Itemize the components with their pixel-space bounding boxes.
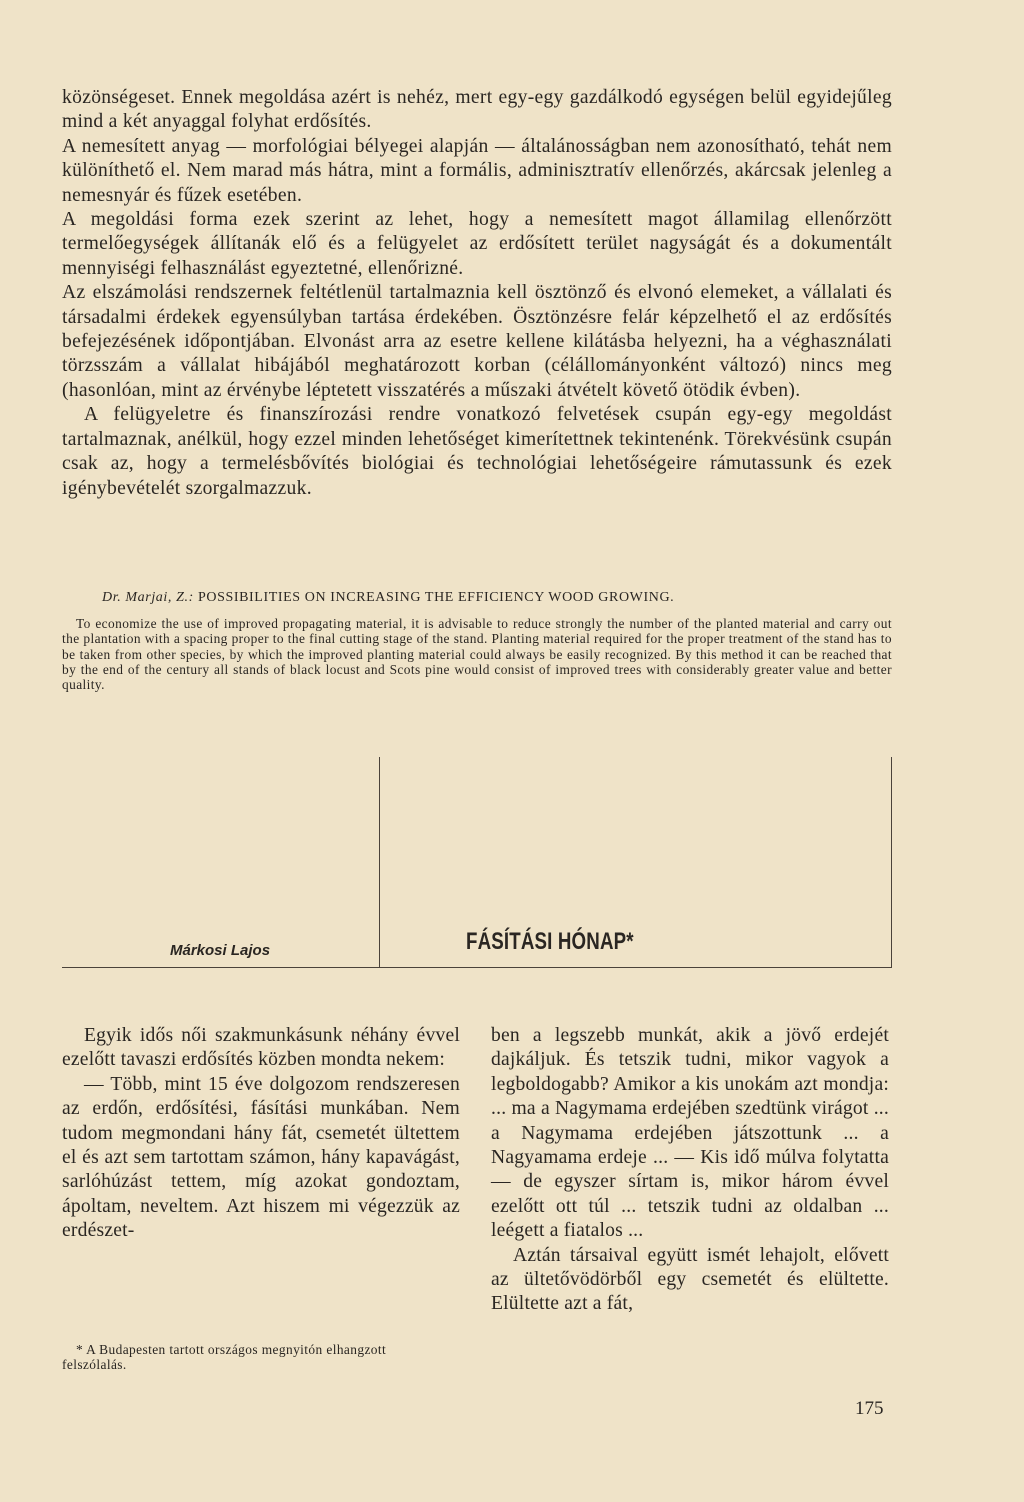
paragraph: Aztán társaival együtt ismét lehajolt, elővett az ültetővödörből egy csemetét és elültette. Elültette azt a fát, bbox=[491, 1244, 889, 1315]
article-title: FÁSÍTÁSI HÓNAP* bbox=[466, 928, 634, 955]
right-column bbox=[491, 1024, 889, 1317]
paragraph: A nemesített anyag — morfológiai bélyegei alapján — általánosságban nem azonosítható, tehát nem különíthető el. Nem marad más hátra, mint a formális, adminisztratív ellenőrzés, akárcsak jelenleg a nemesnyár és fűzek esetében. bbox=[62, 135, 892, 206]
summary-author: Dr. Marjai, Z.: bbox=[102, 590, 194, 605]
paragraph: ben a legszebb munkát, akik a jövő erdejét dajkáljuk. És tetszik tudni, mikor vagyok a legboldogabb? Amikor a kis unokám azt mondja: ... ma a Nagymama erdejében szedtünk virágot ... a Nagymama erdejében játszottunk ... a Nagyamama erdeje ... — Kis idő múlva folytatta — de egyszer sírtam is, mikor három évvel ezelőtt ott túl ... tetszik tudni az oldalban ... leégett a fiatalos ... bbox=[491, 1025, 889, 1242]
article-author: Márkosi Lajos bbox=[170, 942, 271, 959]
left-column bbox=[62, 1024, 460, 1244]
divider bbox=[62, 967, 892, 968]
paragraph: Az elszámolási rendszernek feltétlenül tartalmaznia kell ösztönző és elvonó elemeket, a vállalati és társadalmi érdekek egyensúlyban tartása érdekében. Ösztönzésre felár képzelhető el az erdősítés befejezésének időpontjában. Elvonást arra az esetre kellene kilátásba helyezni, ha a véghasználati törzsszám a vállalat hibájából meghatározott korban (célállományonként változó) nincs meg (hasonlóan, mint az érvénybe léptetett visszatérés a műszaki átvételt követő ötödik évben). bbox=[62, 282, 892, 401]
paragraph: — Több, mint 15 éve dolgozom rendszeresen az erdőn, erdősítési, fásítási munkában. Nem tudom megmondani hány fát, csemetét ültettem el és azt sem tartottam számon, hány kapavágást, sarlóhúzást tettem, míg azokat gondoztam, ápoltam, neveltem. Azt hiszem mi végezzük az erdészet- bbox=[62, 1073, 460, 1242]
summary-body: To economize the use of improved propagating material, it is advisable to reduce strongly the number of the planted material and carry out the plantation with a spacing proper to the final cutting stage of the stand. Planting material required for the proper treatment of the stand has to be taken from other species, by which the improved planting material could always be easily recognized. By this method it can be reached that by the end of the century all stands of black locust and Scots pine would consist of improved trees with considerably greater value and better quality. bbox=[62, 616, 892, 693]
title-frame bbox=[379, 757, 892, 967]
paragraph: A megoldási forma ezek szerint az lehet, hogy a nemesített magot államilag ellenőrzött termelőegységek állítanák elő és a felügyelet az erdősített terület nagyságát és a dokumentált mennyiségi felhasználást egyeztetné, ellenőrizné. bbox=[62, 209, 892, 279]
page-number: 175 bbox=[855, 1398, 884, 1419]
english-summary bbox=[62, 590, 892, 692]
intro-text bbox=[62, 86, 892, 501]
summary-heading bbox=[62, 590, 892, 606]
paragraph: A felügyeletre és finanszírozási rendre vonatkozó felvetések csupán egy-egy megoldást tartalmaznak, anélkül, hogy ezzel minden lehetőséget kimerítettnek tekintenénk. Törekvésünk csupán csak az, hogy a termelésbővítés biológiai és technológiai lehetőségeire rámutassunk és ezek igénybevételét szorgalmazzuk. bbox=[62, 404, 892, 499]
footnote: * A Budapesten tartott országos megnyitón elhangzott felszólalás. bbox=[62, 1342, 387, 1372]
summary-title: POSSIBILITIES ON INCREASING THE EFFICIENCY WOOD GROWING. bbox=[197, 590, 675, 605]
paragraph: Egyik idős női szakmunkásunk néhány évvel ezelőtt tavaszi erdősítés közben mondta nekem: bbox=[62, 1025, 460, 1071]
paragraph: közönségeset. Ennek megoldása azért is nehéz, mert egy-egy gazdálkodó egységen belül egyidejűleg mind a két anyaggal folyhat erdősítés. bbox=[62, 87, 892, 133]
